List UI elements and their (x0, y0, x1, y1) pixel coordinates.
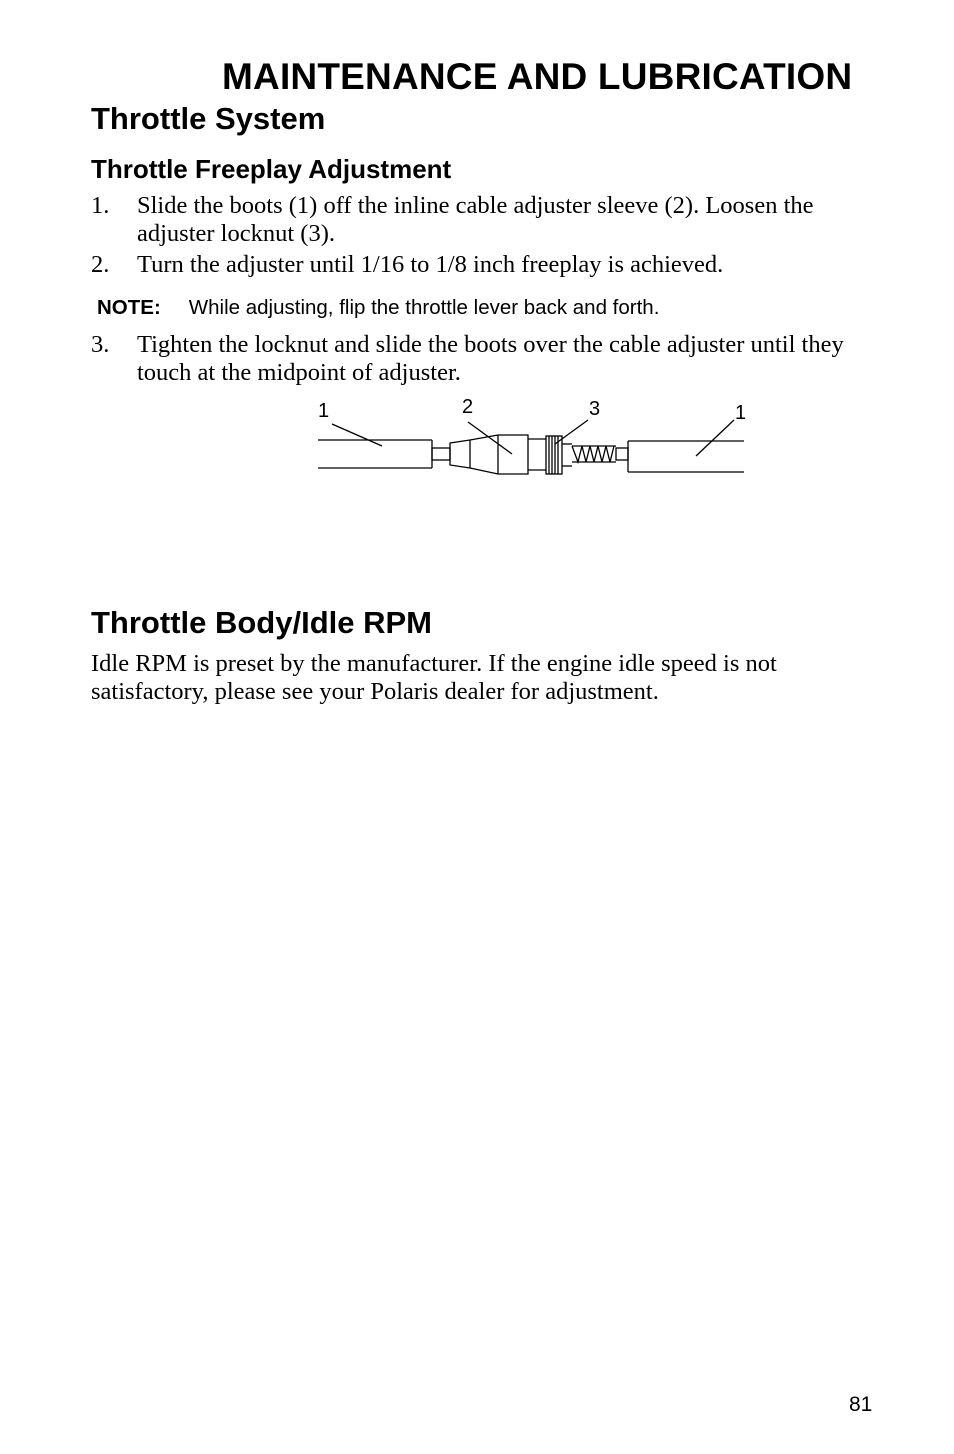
cable-adjuster-illustration (310, 392, 760, 502)
note (97, 296, 659, 320)
step-item (91, 192, 891, 248)
step-number: 1. (91, 192, 110, 219)
page-title: MAINTENANCE AND LUBRICATION (222, 56, 853, 97)
step-text: Tighten the locknut and slide the boots over the cable adjuster until they touch at the midpoint of adjuster. (137, 331, 844, 386)
callout-label: 1 (318, 400, 330, 422)
page-number: 81 (849, 1393, 873, 1416)
step-number: 2. (91, 251, 110, 278)
step-text: Turn the adjuster until 1/16 to 1/8 inch freeplay is achieved. (137, 251, 724, 278)
step-item (91, 331, 891, 387)
section-heading: Throttle System (91, 101, 326, 136)
body-paragraph: Idle RPM is preset by the manufacturer. If the engine idle speed is not satisfactory, please see your Polaris dealer for adjustment. (91, 650, 777, 705)
subsection-heading: Throttle Freeplay Adjustment (91, 154, 452, 184)
section-heading: Throttle Body/Idle RPM (91, 605, 432, 640)
callout-label: 2 (462, 396, 474, 418)
step-item (91, 251, 891, 279)
callout-label: 3 (589, 398, 601, 420)
callout-label: 1 (735, 402, 747, 424)
step-number: 3. (91, 331, 110, 358)
note-text: While adjusting, flip the throttle lever back and forth. (188, 296, 660, 319)
step-text: Slide the boots (1) off the inline cable adjuster sleeve (2). Loosen the adjuster locknut (3). (137, 192, 814, 247)
note-label: NOTE: (97, 296, 161, 319)
